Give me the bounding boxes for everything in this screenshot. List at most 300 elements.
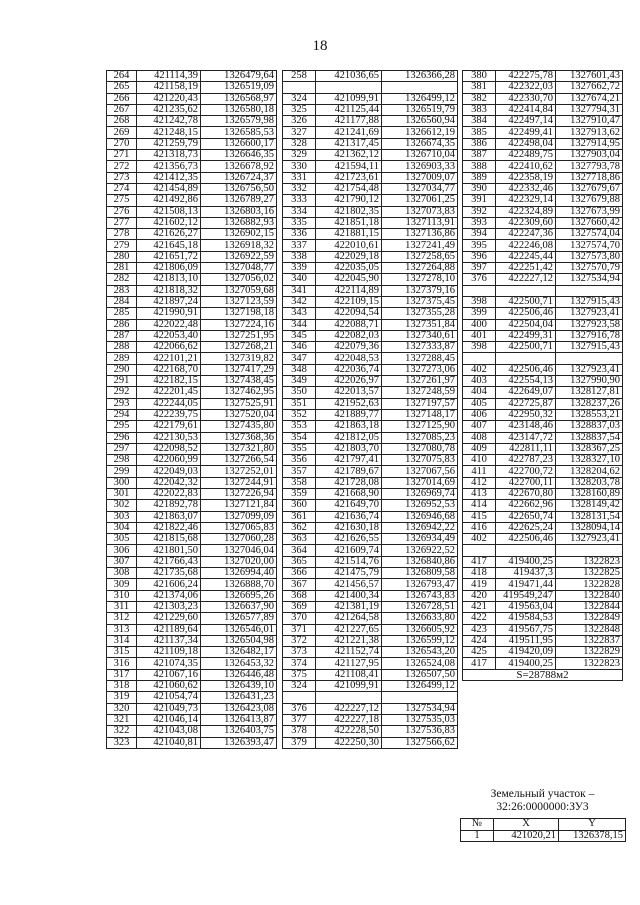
coordinate-x: 422410,62 (496, 161, 556, 172)
table-row (463, 161, 623, 172)
coordinate-y: 1326942,22 (382, 522, 458, 533)
point-number: 328 (283, 138, 316, 149)
table-row (107, 138, 277, 149)
table-row (463, 488, 623, 499)
coordinates-table-column-2 (282, 70, 458, 749)
coordinate-y: 1326969,74 (382, 488, 458, 499)
coordinate-x: 421801,50 (137, 545, 201, 556)
table-row (283, 443, 458, 454)
coordinate-x: 421818,32 (137, 285, 201, 296)
point-number: 279 (107, 240, 137, 251)
coordinate-x: 419420,09 (496, 647, 556, 658)
coordinate-y (556, 353, 623, 364)
coordinate-y: 1328837,03 (556, 421, 623, 432)
coordinate-x: 421318,73 (137, 150, 201, 161)
coordinate-x: 422497,14 (496, 116, 556, 127)
table-row (107, 172, 277, 183)
coordinate-y: 1326809,58 (382, 568, 458, 579)
table-row (283, 511, 458, 522)
table-row (107, 240, 277, 251)
point-number: 381 (463, 82, 496, 93)
table-row (107, 229, 277, 240)
coordinate-x: 419511,95 (496, 635, 556, 646)
point-number: 331 (283, 172, 316, 183)
table-row (283, 613, 458, 624)
coordinate-y: 1327462,95 (201, 387, 277, 398)
coordinate-y: 1322829 (556, 647, 623, 658)
coordinate-x: 422029,18 (316, 251, 382, 262)
coordinate-x: 422506,46 (496, 364, 556, 375)
coordinate-y: 1326479,64 (201, 71, 277, 82)
coordinate-x: 421220,43 (137, 93, 201, 104)
point-number (463, 545, 496, 556)
table-row (283, 714, 458, 725)
table-row (463, 183, 623, 194)
coordinate-x: 421127,95 (316, 658, 382, 669)
point-number: 387 (463, 150, 496, 161)
point-number: 321 (107, 714, 137, 725)
point-number: 266 (107, 93, 137, 104)
table-row (283, 658, 458, 669)
coordinate-y: 1326903,33 (382, 161, 458, 172)
point-number: 408 (463, 432, 496, 443)
coordinate-x: 422504,04 (496, 319, 556, 330)
coordinate-x: 419584,53 (496, 613, 556, 624)
table-row (283, 274, 458, 285)
point-number: 345 (283, 330, 316, 341)
point-number: 307 (107, 556, 137, 567)
coordinate-y: 1327913,62 (556, 127, 623, 138)
coordinate-x: 421067,16 (137, 669, 201, 680)
coordinate-x: 421054,74 (137, 692, 201, 703)
coordinate-x: 422045,90 (316, 274, 382, 285)
point-number: 422 (463, 613, 496, 624)
coordinate-y: 1327351,84 (382, 319, 458, 330)
coordinate-y: 1327080,78 (382, 443, 458, 454)
point-number: 385 (463, 127, 496, 138)
coordinate-y: 1322837 (556, 635, 623, 646)
coordinates-table-column-1 (106, 70, 277, 749)
coordinate-x: 422201,45 (137, 387, 201, 398)
coordinate-x: 421177,88 (316, 116, 382, 127)
table-row (463, 353, 623, 364)
coordinate-y: 1327321,80 (201, 443, 277, 454)
table-row (463, 296, 623, 307)
coordinate-x: 422700,11 (496, 477, 556, 488)
table-row (283, 138, 458, 149)
table-row (107, 206, 277, 217)
table-row (107, 613, 277, 624)
coordinate-x: 422013,57 (316, 387, 382, 398)
coordinate-y: 1327573,80 (556, 251, 623, 262)
table-row (107, 364, 277, 375)
point-number: 368 (283, 590, 316, 601)
table-row (283, 330, 458, 341)
point-number: 373 (283, 647, 316, 658)
point-number: 290 (107, 364, 137, 375)
table-row (107, 443, 277, 454)
coordinate-y: 1327435,80 (201, 421, 277, 432)
point-number: 390 (463, 183, 496, 194)
coordinate-x: 422950,32 (496, 409, 556, 420)
table-row (283, 737, 458, 748)
coordinate-x: 421812,05 (316, 432, 382, 443)
point-number: 339 (283, 263, 316, 274)
table-row (463, 455, 623, 466)
coordinate-y: 1322840 (556, 590, 623, 601)
coordinate-y: 1327520,04 (201, 409, 277, 420)
table-row (283, 669, 458, 680)
coordinate-x: 421099,91 (316, 93, 382, 104)
table-row (283, 681, 458, 692)
point-number: 413 (463, 488, 496, 499)
coordinate-x: 422101,21 (137, 353, 201, 364)
table-row (283, 364, 458, 375)
point-number: 362 (283, 522, 316, 533)
coordinate-x: 421803,70 (316, 443, 382, 454)
point-number: 305 (107, 534, 137, 545)
coordinate-y: 1327241,49 (382, 240, 458, 251)
table-row (463, 432, 623, 443)
coordinate-x: 421723,61 (316, 172, 382, 183)
land-plot-header-row (461, 819, 626, 831)
table-row (283, 726, 458, 737)
point-number: 424 (463, 635, 496, 646)
table-row (283, 353, 458, 364)
point-number: 349 (283, 376, 316, 387)
point-number: 288 (107, 342, 137, 353)
point-number (463, 353, 496, 364)
point-number: 359 (283, 488, 316, 499)
point-number: 314 (107, 635, 137, 646)
coordinate-y: 1327379,16 (382, 285, 458, 296)
table-row (463, 172, 623, 183)
coordinate-y: 1327261,97 (382, 376, 458, 387)
coordinate-y: 1326543,20 (382, 647, 458, 658)
coordinate-y: 1327574,70 (556, 240, 623, 251)
table-row (283, 93, 458, 104)
coordinate-x: 422182,15 (137, 376, 201, 387)
coordinate-x: 422049,03 (137, 466, 201, 477)
coordinate-x: 421356,73 (137, 161, 201, 172)
point-number: 405 (463, 398, 496, 409)
coordinate-x: 422239,75 (137, 409, 201, 420)
table-row (283, 342, 458, 353)
table-row (107, 251, 277, 262)
coordinate-y: 1322848 (556, 624, 623, 635)
table-row (463, 263, 623, 274)
table-row (283, 579, 458, 590)
coordinate-y: 1326507,50 (382, 669, 458, 680)
table-row (283, 500, 458, 511)
point-number: 294 (107, 409, 137, 420)
point-number: 358 (283, 477, 316, 488)
coordinate-x: 421802,35 (316, 206, 382, 217)
table-row (283, 376, 458, 387)
table-row (107, 104, 277, 115)
coordinate-y: 1326743,83 (382, 590, 458, 601)
coordinate-y: 1327248,59 (382, 387, 458, 398)
land-plot-title (460, 788, 625, 814)
coordinate-x: 419567,75 (496, 624, 556, 635)
table-row (463, 511, 623, 522)
coordinate-y: 1327244,91 (201, 477, 277, 488)
coordinate-x: 422554,13 (496, 376, 556, 387)
table-row (283, 545, 458, 556)
point-number: 377 (283, 714, 316, 725)
coordinate-x: 421881,15 (316, 229, 382, 240)
coordinate-y: 1327570,79 (556, 263, 623, 274)
table-row (283, 217, 458, 228)
table-row (283, 82, 458, 93)
coordinate-y: 1327020,00 (201, 556, 277, 567)
coordinate-y: 1322823 (556, 556, 623, 567)
point-number: 300 (107, 477, 137, 488)
table-row (107, 217, 277, 228)
coordinate-x: 422330,70 (496, 93, 556, 104)
coordinate-x: 421649,70 (316, 500, 382, 511)
coordinate-x: 421456,57 (316, 579, 382, 590)
coordinate-x: 422670,80 (496, 488, 556, 499)
coordinate-y: 1326605,92 (382, 624, 458, 635)
header-number: № (461, 819, 494, 831)
table-row (107, 635, 277, 646)
coordinate-y: 1326439,10 (201, 681, 277, 692)
coordinate-y: 1326724,37 (201, 172, 277, 183)
table-row (463, 466, 623, 477)
table-row (283, 229, 458, 240)
coordinate-y: 1326431,23 (201, 692, 277, 703)
land-plot-title-line-2: 32:26:0000000:ЗУ3 (496, 801, 589, 813)
coordinate-x: 422500,71 (496, 296, 556, 307)
coordinate-x: 421806,09 (137, 263, 201, 274)
coordinate-x: 421668,90 (316, 488, 382, 499)
table-row (107, 466, 277, 477)
point-number: 1 (461, 830, 494, 842)
point-number: 401 (463, 330, 496, 341)
coordinate-y: 1326646,35 (201, 150, 277, 161)
point-number: 293 (107, 398, 137, 409)
point-number: 289 (107, 353, 137, 364)
coordinate-x: 421766,43 (137, 556, 201, 567)
coordinate-y: 1326789,27 (201, 195, 277, 206)
coordinate-y: 1326918,32 (201, 240, 277, 251)
coordinate-x: 421248,15 (137, 127, 201, 138)
coordinate-y: 1327535,03 (382, 714, 458, 725)
coordinate-x: 421889,77 (316, 409, 382, 420)
coordinate-x: 421606,24 (137, 579, 201, 590)
table-row (463, 82, 623, 93)
table-row (283, 568, 458, 579)
coordinate-x: 421049,73 (137, 703, 201, 714)
table-row (107, 726, 277, 737)
coordinate-y: 1327099,09 (201, 511, 277, 522)
coordinate-x: 421108,41 (316, 669, 382, 680)
table-row (463, 330, 623, 341)
point-number: 337 (283, 240, 316, 251)
coordinate-y: 1327534,94 (382, 703, 458, 714)
coordinate-x: 421609,74 (316, 545, 382, 556)
table-row (107, 398, 277, 409)
point-number: 415 (463, 511, 496, 522)
coordinate-y: 1327075,83 (382, 455, 458, 466)
table-row (463, 116, 623, 127)
coordinate-y: 1326695,26 (201, 590, 277, 601)
coordinate-x: 422179,61 (137, 421, 201, 432)
point-number: 353 (283, 421, 316, 432)
coordinate-y: 1327252,01 (201, 466, 277, 477)
coordinate-x: 419563,04 (496, 601, 556, 612)
point-number: 402 (463, 364, 496, 375)
coordinate-y: 1327417,29 (201, 364, 277, 375)
table-row (107, 477, 277, 488)
point-number: 341 (283, 285, 316, 296)
point-number: 282 (107, 274, 137, 285)
table-row (107, 161, 277, 172)
point-number: 286 (107, 319, 137, 330)
coordinate-x: 421990,91 (137, 308, 201, 319)
coordinate-y: 1328553,21 (556, 409, 623, 420)
coordinate-x: 421651,72 (137, 251, 201, 262)
table-row (107, 669, 277, 680)
point-number: 357 (283, 466, 316, 477)
coordinate-x: 421381,19 (316, 601, 382, 612)
point-number: 352 (283, 409, 316, 420)
point-number: 344 (283, 319, 316, 330)
header-x: X (494, 819, 559, 831)
coordinate-x: 421158,19 (137, 82, 201, 93)
point-number (463, 285, 496, 296)
coordinate-y: 1326393,47 (201, 737, 277, 748)
point-number: 308 (107, 568, 137, 579)
coordinate-y: 1326637,90 (201, 601, 277, 612)
coordinate-x: 421046,14 (137, 714, 201, 725)
point-number: 267 (107, 104, 137, 115)
table-row (283, 534, 458, 545)
table-row (463, 613, 623, 624)
point-number: 276 (107, 206, 137, 217)
table-row (107, 285, 277, 296)
table-row (463, 229, 623, 240)
point-number: 403 (463, 376, 496, 387)
table-row (107, 455, 277, 466)
coordinate-y: 1326922,59 (201, 251, 277, 262)
coordinate-y: 1326934,49 (382, 534, 458, 545)
coordinate-x: 421508,13 (137, 206, 201, 217)
coordinate-y: 1327375,45 (382, 296, 458, 307)
coordinate-y: 1327014,69 (382, 477, 458, 488)
coordinate-y: 1326585,53 (201, 127, 277, 138)
table-row (107, 308, 277, 319)
coordinate-y: 1327009,07 (382, 172, 458, 183)
coordinate-x: 422275,78 (496, 71, 556, 82)
coordinate-x: 421813,10 (137, 274, 201, 285)
coordinate-y: 1326922,52 (382, 545, 458, 556)
table-row (107, 319, 277, 330)
table-row (283, 432, 458, 443)
point-number: 425 (463, 647, 496, 658)
point-number: 327 (283, 127, 316, 138)
point-number: 325 (283, 104, 316, 115)
point-number: 280 (107, 251, 137, 262)
page-number: 18 (312, 38, 328, 54)
table-row (283, 647, 458, 658)
coordinate-x: 422506,46 (496, 534, 556, 545)
point-number: 322 (107, 726, 137, 737)
coordinate-y: 1327990,90 (556, 376, 623, 387)
table-row (463, 545, 623, 556)
coordinate-x: 421242,78 (137, 116, 201, 127)
coordinate-y: 1327085,23 (382, 432, 458, 443)
point-number: 356 (283, 455, 316, 466)
coordinate-y: 1327915,43 (556, 342, 623, 353)
coordinate-x: 422662,96 (496, 500, 556, 511)
coordinate-y: 1326840,86 (382, 556, 458, 567)
point-number: 299 (107, 466, 137, 477)
point-number: 268 (107, 116, 137, 127)
coordinate-x: 422098,52 (137, 443, 201, 454)
coordinate-y: 1326423,08 (201, 703, 277, 714)
coordinate-x: 423148,46 (496, 421, 556, 432)
coordinate-y: 1327679,88 (556, 195, 623, 206)
point-number: 417 (463, 658, 496, 669)
coordinate-y: 1327073,83 (382, 206, 458, 217)
table-row (107, 579, 277, 590)
coordinate-x: 421797,41 (316, 455, 382, 466)
table-row (107, 658, 277, 669)
coordinate-x: 421754,48 (316, 183, 382, 194)
table-row (283, 263, 458, 274)
coordinate-x: 422498,04 (496, 138, 556, 149)
point-number: 278 (107, 229, 137, 240)
coordinate-y: 1327266,54 (201, 455, 277, 466)
coordinate-x: 423147,72 (496, 432, 556, 443)
coordinate-y: 1327288,45 (382, 353, 458, 364)
point-number: 354 (283, 432, 316, 443)
coordinate-x: 422650,74 (496, 511, 556, 522)
coordinate-y: 1326952,53 (382, 500, 458, 511)
coordinate-y: 1328203,78 (556, 477, 623, 488)
table-row (107, 296, 277, 307)
table-row (107, 150, 277, 161)
point-number: 306 (107, 545, 137, 556)
coordinate-y (556, 545, 623, 556)
table-row (463, 127, 623, 138)
coordinate-x: 422042,32 (137, 477, 201, 488)
coordinate-y: 1326499,12 (382, 681, 458, 692)
coordinate-y: 1327226,94 (201, 488, 277, 499)
coordinate-y: 1326519,79 (382, 104, 458, 115)
coordinate-x: 421362,12 (316, 150, 382, 161)
table-row (107, 342, 277, 353)
coordinates-table-column-3 (462, 70, 623, 681)
coordinate-y: 1327224,16 (201, 319, 277, 330)
coordinate-x: 421235,62 (137, 104, 201, 115)
table-row (463, 658, 623, 669)
table-row (107, 183, 277, 194)
coordinate-x: 421060,62 (137, 681, 201, 692)
coordinate-y: 1327048,77 (201, 263, 277, 274)
coordinate-y: 1327903,04 (556, 150, 623, 161)
coordinate-y (382, 82, 458, 93)
coordinate-x: 422227,18 (316, 714, 382, 725)
coordinate-y: 1327136,86 (382, 229, 458, 240)
point-number: 324 (283, 93, 316, 104)
coordinate-x: 421514,76 (316, 556, 382, 567)
point-number: 374 (283, 658, 316, 669)
point-number: 398 (463, 342, 496, 353)
table-row (283, 624, 458, 635)
